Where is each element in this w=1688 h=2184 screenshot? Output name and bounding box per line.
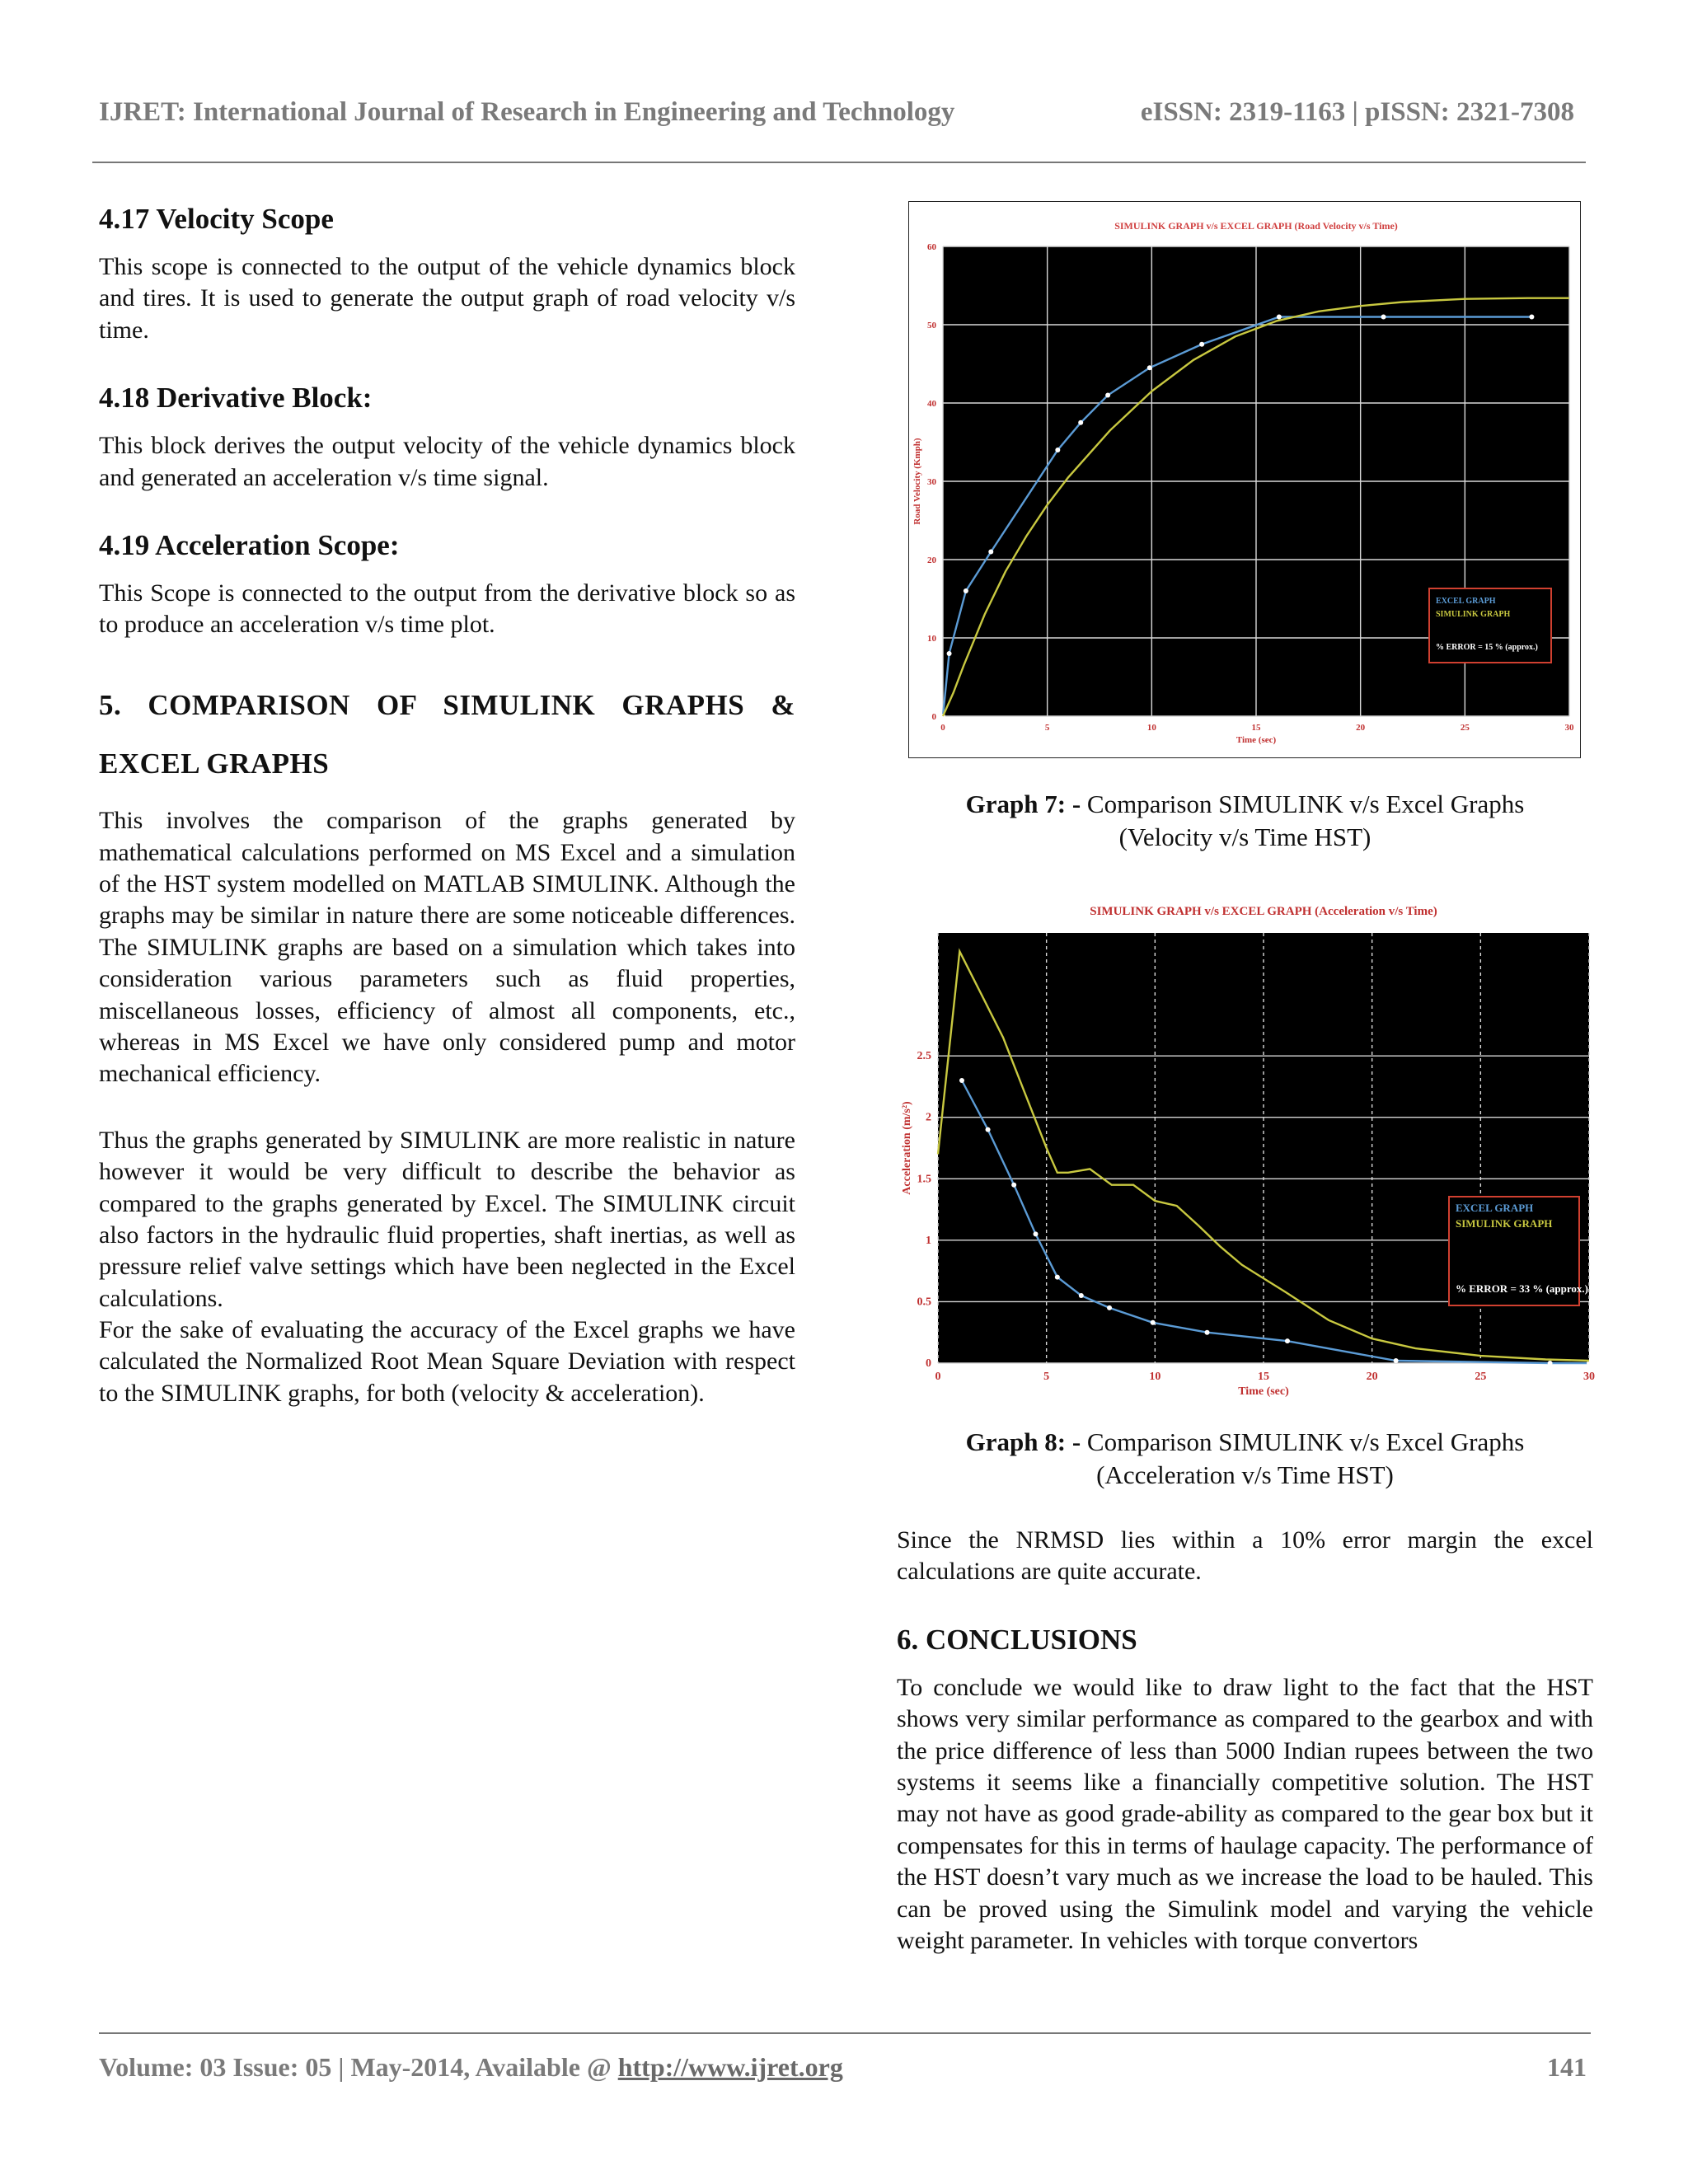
data-point (1205, 1330, 1210, 1335)
x-tick-label: 30 (1583, 1371, 1595, 1383)
graph-7-svg (908, 201, 1581, 758)
x-tick-label: 5 (1044, 723, 1050, 733)
x-tick-label: 15 (1251, 723, 1261, 733)
legend-entry: SIMULINK GRAPH (1436, 610, 1511, 619)
x-tick-label: 0 (935, 1371, 941, 1383)
section-5-title: 5. COMPARISON OF SIMULINK GRAPHS & EXCEL GRAPHS (99, 688, 795, 780)
section-4-19-text: This Scope is connected to the output from the derivative block so as to produce an acceleration v/s time plot. (99, 579, 795, 639)
legend-entry: EXCEL GRAPH (1436, 597, 1496, 606)
data-point (1055, 448, 1060, 452)
graph-7-caption-line-1: Comparison SIMULINK v/s Excel Graphs (1086, 790, 1525, 818)
journal-name: IJRET: International Journal of Research in Engineering and Technology (99, 97, 955, 127)
legend-entry: EXCEL GRAPH (1456, 1202, 1534, 1214)
legend-entry: SIMULINK GRAPH (1456, 1217, 1553, 1230)
x-tick-label: 15 (1258, 1371, 1269, 1383)
graph-8-svg (897, 890, 1597, 1409)
footer-prefix: Volume: 03 Issue: 05 | May-2014, Available @ (99, 2052, 618, 2082)
data-point (964, 588, 968, 593)
y-tick-label: 60 (927, 242, 936, 252)
footer-rule (99, 2032, 1591, 2034)
page-header (99, 97, 1574, 147)
data-point (1011, 1183, 1016, 1188)
right-column-text (897, 1525, 1593, 1957)
y-tick-label: 2.5 (917, 1050, 931, 1063)
section-4-18-title: 4.18 Derivative Block: (99, 382, 373, 415)
error-annotation: % ERROR = 33 % (approx.) (1456, 1282, 1589, 1295)
section-4-18-text: This block derives the output velocity of the vehicle dynamics block and generated an acceleration v/s time signal. (99, 432, 795, 491)
y-axis-label: Acceleration (m/s²) (901, 1101, 913, 1195)
section-5-paragraph-3: For the sake of evaluating the accuracy of the Excel graphs we have calculated the Normalized Root Mean Square Deviation with respect to the SIMULINK graphs, for both (velocity & acceleration). (99, 1316, 795, 1407)
data-point (1285, 1338, 1290, 1343)
data-point (1079, 1293, 1084, 1298)
header-rule (92, 162, 1586, 163)
data-point (1548, 1361, 1553, 1366)
chart-title: SIMULINK GRAPH v/s EXCEL GRAPH (Acceleration v/s Time) (1090, 905, 1437, 918)
y-tick-label: 1.5 (917, 1173, 931, 1186)
data-point (986, 1127, 991, 1132)
x-tick-label: 25 (1475, 1371, 1487, 1383)
journal-link[interactable]: http://www.ijret.org (617, 2052, 843, 2082)
data-point (1055, 1275, 1060, 1280)
graph-7-caption-line-2: (Velocity v/s Time HST) (1118, 823, 1372, 852)
section-5-paragraph-1: This involves the comparison of the graphs generated by mathematical calculations performed on MS Excel and a simulation of the HST system modelled on MATLAB SIMULINK. Although the graphs may be similar in nature there are some noticeable differences. The SIMULINK graphs are based on a simulation which takes into consideration various parameters such as fluid properties, miscellaneous losses, efficiency of almost all components, etc., whereas in MS Excel we have only considered pump and motor mechanical efficiency. (99, 807, 795, 1088)
issn-info: eISSN: 2319-1163 | pISSN: 2321-7308 (1140, 97, 1574, 127)
x-axis-label: Time (sec) (1238, 1385, 1289, 1398)
nrmsd-text: Since the NRMSD lies within a 10% error margin the excel calculations are quite accurate. (897, 1526, 1593, 1586)
y-tick-label: 50 (927, 321, 936, 330)
data-point (959, 1078, 964, 1083)
data-point (1034, 1231, 1039, 1236)
x-tick-label: 30 (1564, 723, 1574, 733)
footer-volume (99, 2052, 843, 2083)
graph-7-caption (897, 788, 1593, 855)
data-point (1147, 365, 1152, 370)
graph-8-label: Graph 8: - (965, 1427, 1081, 1456)
data-point (1381, 315, 1386, 320)
y-tick-label: 40 (927, 399, 936, 409)
y-tick-label: 10 (927, 634, 936, 644)
x-tick-label: 5 (1043, 1371, 1050, 1383)
data-point (1107, 1305, 1112, 1310)
x-tick-label: 10 (1146, 723, 1156, 733)
data-point (1078, 420, 1083, 425)
graph-8-chart (897, 890, 1597, 1409)
y-tick-label: 0 (931, 712, 936, 722)
left-column (99, 202, 795, 1444)
data-point (1151, 1320, 1156, 1325)
chart-title: SIMULINK GRAPH v/s EXCEL GRAPH (Road Velocity v/s Time) (1114, 220, 1398, 232)
y-tick-label: 1 (926, 1234, 931, 1247)
section-6-title: 6. CONCLUSIONS (897, 1623, 1137, 1656)
x-tick-label: 20 (1356, 723, 1366, 733)
x-tick-label: 25 (1460, 723, 1470, 733)
x-tick-label: 0 (940, 723, 945, 733)
y-tick-label: 20 (927, 555, 936, 565)
graph-7-label: Graph 7: - (965, 790, 1081, 818)
y-tick-label: 30 (927, 477, 936, 487)
x-tick-label: 20 (1366, 1371, 1378, 1383)
section-6-text: To conclude we would like to draw light to the fact that the HST shows very similar performance as compared to the gearbox and with the price difference of less than 5000 Indian rupees between the two systems it seems like a financially competitive solution. The HST may not have as good grade-ability as compared to the gear box but it compensates for this in terms of haulage capacity. The performance of the HST doesn’t vary much as we increase the load to be hauled. This can be proved using the Simulink model and varying the vehicle weight parameter. In vehicles with torque convertors (897, 1673, 1593, 1954)
x-axis-label: Time (sec) (1236, 735, 1277, 745)
section-4-17-text: This scope is connected to the output of the vehicle dynamics block and tires. It is used to generate the output graph of road velocity v/s time. (99, 253, 795, 344)
data-point (1277, 315, 1282, 320)
section-4-19-title: 4.19 Acceleration Scope: (99, 528, 400, 561)
data-point (988, 550, 993, 555)
graph-7-chart (908, 201, 1581, 758)
y-tick-label: 0.5 (917, 1296, 931, 1309)
section-5-paragraph-2: Thus the graphs generated by SIMULINK are more realistic in nature however it would be very difficult to describe the behavior as compared to the graphs generated by Excel. The SIMULINK circuit also factors in the hydraulic fluid properties, shaft inertias, as well as pressure relief valve settings which have been neglected in the Excel calculations. (99, 1126, 795, 1312)
graph-8-caption-line-2: (Acceleration v/s Time HST) (1096, 1460, 1394, 1490)
y-tick-label: 0 (926, 1357, 931, 1370)
x-tick-label: 10 (1149, 1371, 1161, 1383)
graph-8-caption (897, 1426, 1593, 1493)
data-point (1105, 393, 1110, 398)
y-tick-label: 2 (926, 1111, 931, 1124)
graph-8-caption-line-1: Comparison SIMULINK v/s Excel Graphs (1086, 1427, 1525, 1456)
y-axis-label: Road Velocity (Kmph) (912, 438, 922, 525)
data-point (1394, 1358, 1399, 1363)
data-point (1199, 342, 1204, 347)
error-annotation: % ERROR = 15 % (approx.) (1436, 643, 1538, 652)
data-point (1529, 315, 1534, 320)
data-point (947, 651, 952, 656)
section-4-17-title: 4.17 Velocity Scope (99, 203, 334, 235)
page-number: 141 (1547, 2052, 1587, 2082)
